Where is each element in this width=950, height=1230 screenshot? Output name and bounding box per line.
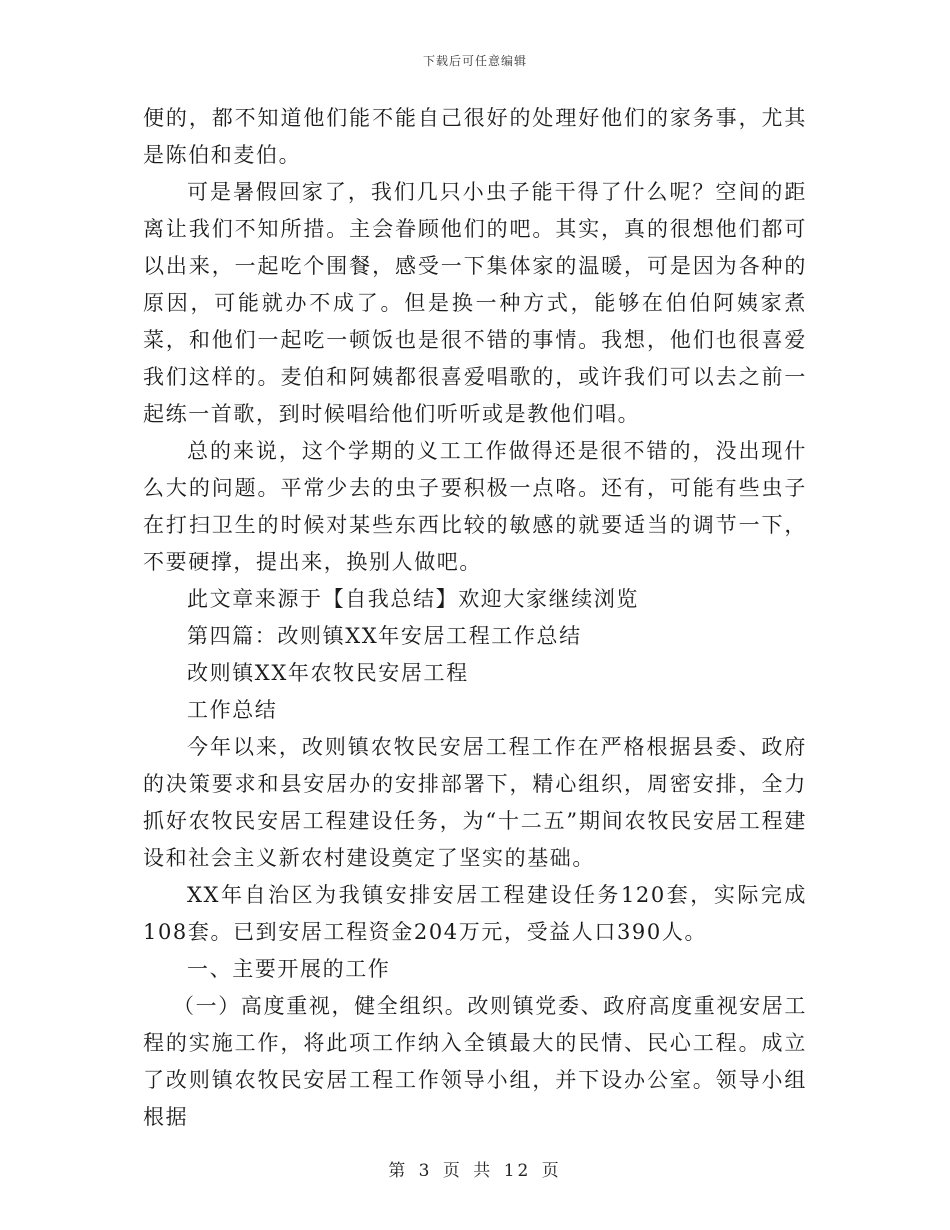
paragraph-continuation: 便的，都不知道他们能不能自己很好的处理好他们的家务事，尤其是陈伯和麦伯。	[143, 106, 807, 167]
paragraph-intro: 今年以来，改则镇农牧民安居工程工作在严格根据县委、政府的决策要求和县安居办的安排部署下，精心组织，周密安排，全力抓好农牧民安居工程建设任务，为“十二五”期间农牧民安居工程建设和社会主义新农村建设奠定了坚实的基础。	[143, 735, 808, 870]
source-note: 此文章来源于【自我总结】欢迎大家继续浏览	[187, 587, 639, 611]
paragraph-summer-plan: 可是暑假回家了，我们几只小虫子能干得了什么呢？空间的距离让我们不知所措。主会眷顾他们的吧。其实，真的很想他们都可以出来，一起吃个围餐，感受一下集体家的温暖，可是因为各种的原因，可能就办不成了。但是换一种方式，能够在伯伯阿姨家煮菜，和他们一起吃一顿饭也是很不错的事情。我想，他们也很喜爱我们这样的。麦伯和阿姨都很喜爱唱歌的，或许我们可以去之前一起练一首歌，到时候唱给他们听听或是教他们唱。	[143, 180, 807, 426]
paragraph-conclusion: 总的来说，这个学期的义工工作做得还是很不错的，没出现什么大的问题。平常少去的虫子要积极一点咯。还有，可能有些虫子在打扫卫生的时候对某些东西比较的敏感的就要适当的调节一下，不要硬撑，提出来，换别人做吧。	[143, 439, 807, 574]
report-title: 改则镇XX年农牧民安居工程	[187, 661, 469, 685]
paragraph-statistics: XX年自治区为我镇安排安居工程建设任务120套，实际完成108套。已到安居工程资金204万元，受益人口390人。	[143, 883, 807, 944]
chapter-title: 第四篇：改则镇XX年安居工程工作总结	[187, 624, 582, 648]
page-number: 第 3 页 共 12 页	[388, 1161, 562, 1181]
section-heading: 一、主要开展的工作	[187, 957, 391, 981]
report-subtitle: 工作总结	[187, 698, 278, 722]
page-header-note: 下载后可任意编辑	[422, 54, 527, 68]
document-body	[143, 100, 807, 1136]
paragraph-organization: （一）高度重视，健全组织。改则镇党委、政府高度重视安居工程的实施工作，将此项工作纳入全镇最大的民情、民心工程。成立了改则镇农牧民安居工程工作领导小组，并下设办公室。领导小组根据	[143, 994, 807, 1129]
